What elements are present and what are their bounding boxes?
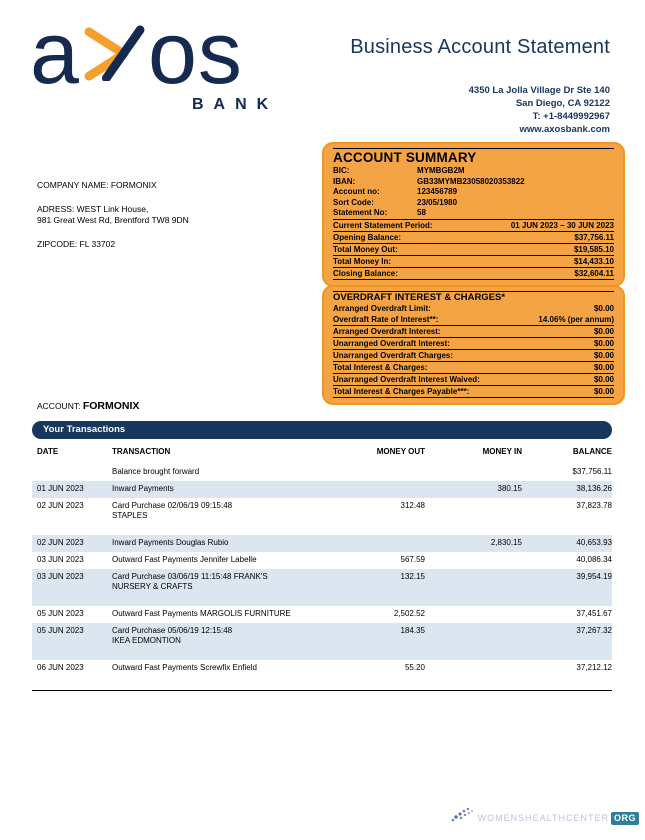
key-value-row	[333, 267, 614, 279]
logo-letter-a: a	[30, 3, 80, 102]
cell-transaction	[112, 538, 347, 548]
cell-money-in: 380.15	[497, 484, 522, 493]
cell-transaction	[112, 484, 347, 494]
table-row	[32, 552, 612, 569]
cell-date: 01 JUN 2023	[37, 484, 84, 493]
row-label: Unarranged Overdraft Interest:	[333, 339, 450, 348]
transaction-line1: Inward Payments Douglas Rubio	[112, 538, 229, 547]
watermark-text: WOMENSHEALTHCENTER	[477, 813, 609, 823]
row-label: Total Interest & Charges Payable***:	[333, 387, 470, 396]
transaction-line2: NURSERY & CRAFTS	[112, 582, 193, 591]
row-value: 01 JUN 2023 – 30 JUN 2023	[510, 220, 614, 230]
cell-money-in	[425, 626, 522, 646]
row-value: $0.00	[593, 339, 614, 348]
transaction-line1: Card Purchase 03/06/19 11:15:48 FRANK'S	[112, 572, 268, 581]
column-header-money-out: MONEY OUT	[376, 447, 425, 456]
cell-money-out: 132.15	[400, 572, 425, 581]
bank-address-block	[469, 84, 610, 136]
key-value-row	[333, 349, 614, 361]
summary-info-value: MYMBGB2M	[417, 166, 465, 175]
account-summary-info-rows	[333, 166, 614, 219]
table-row	[32, 498, 612, 535]
transaction-line1: Card Purchase 05/06/19 12:15:48	[112, 626, 233, 635]
logo-bank-wordmark: BANK	[192, 96, 279, 113]
cell-balance: 40,653.93	[576, 538, 612, 547]
cell-balance: $37,756.11	[572, 467, 612, 476]
row-value: $19,585.10	[573, 244, 614, 254]
cell-money-in	[425, 609, 522, 619]
account-holder-line	[37, 400, 139, 412]
cell-balance: 39,954.19	[576, 572, 612, 581]
summary-info-value: 23/05/1980	[417, 197, 458, 207]
row-label: Closing Balance:	[333, 268, 398, 278]
cell-date: 03 JUN 2023	[37, 555, 84, 564]
row-label: Total Interest & Charges:	[333, 363, 428, 372]
cell-money-in	[425, 572, 522, 592]
column-header-money-in: MONEY IN	[482, 447, 522, 456]
page-title: Business Account Statement	[350, 36, 610, 58]
transaction-line1: Outward Fast Payments Screwfix Enfield	[112, 663, 257, 672]
row-value: $0.00	[593, 363, 614, 372]
key-value-row	[333, 361, 614, 373]
column-header-transaction: TRANSACTION	[112, 447, 171, 456]
key-value-row	[333, 385, 614, 397]
summary-info-row	[333, 187, 614, 198]
transaction-line2: STAPLES	[112, 511, 148, 520]
bank-address-line: www.axosbank.com	[519, 124, 610, 135]
cell-money-out: 55.20	[404, 663, 425, 672]
cell-money-out: 567.59	[400, 555, 425, 564]
account-label: ACCOUNT:	[37, 401, 81, 411]
cell-balance: 37,212.12	[576, 663, 612, 672]
account-holder-name: FORMONIX	[82, 400, 140, 412]
row-value: $0.00	[593, 351, 614, 360]
account-summary-title: ACCOUNT SUMMARY	[333, 150, 477, 165]
account-summary-box	[322, 142, 625, 287]
cell-date	[32, 467, 112, 477]
transaction-line1: Card Purchase 02/06/19 09:15:48	[112, 501, 233, 510]
cell-money-out: 312.48	[400, 501, 425, 510]
row-label: Arranged Overdraft Limit:	[333, 304, 431, 313]
summary-info-value: 58	[417, 208, 426, 217]
summary-info-label: Sort Code:	[333, 197, 374, 207]
key-value-row	[333, 243, 614, 255]
key-value-row	[333, 337, 614, 349]
column-header-date: DATE	[37, 447, 59, 456]
cell-transaction	[112, 572, 347, 592]
key-value-row	[333, 325, 614, 337]
key-value-row	[333, 255, 614, 267]
bank-address-line: San Diego, CA 92122	[515, 98, 610, 109]
row-label: Unarranged Overdraft Charges:	[333, 351, 454, 360]
transactions-table-header	[32, 445, 612, 464]
summary-info-value: GB33MYMB23058020353822	[417, 176, 525, 186]
cell-balance: 37,823.78	[576, 501, 612, 510]
cell-transaction	[112, 467, 347, 477]
row-label: Unarranged Overdraft Interest Waived:	[333, 375, 480, 384]
cell-date: 03 JUN 2023	[37, 572, 84, 581]
cell-money-in	[425, 467, 522, 477]
transaction-line1: Outward Fast Payments MARGOLIS FURNITURE	[112, 609, 291, 618]
key-value-row	[333, 219, 614, 231]
row-value: $0.00	[593, 375, 614, 384]
watermark-dots-icon	[450, 805, 476, 825]
row-label: Current Statement Period:	[333, 220, 433, 230]
transactions-table	[32, 445, 612, 691]
row-value: $0.00	[593, 327, 614, 336]
row-value: $32,604.11	[574, 268, 614, 278]
company-info-block	[37, 180, 189, 250]
spacer	[37, 191, 189, 204]
overdraft-top-rows	[333, 304, 614, 325]
row-label: Overdraft Rate of Interest**:	[333, 314, 439, 324]
table-row	[32, 464, 612, 481]
table-row	[32, 606, 612, 623]
watermark-org-badge: ORG	[611, 812, 639, 825]
key-value-row	[333, 315, 614, 326]
cell-money-in	[425, 501, 522, 521]
key-value-row	[333, 231, 614, 243]
cell-money-out: 184.35	[400, 626, 425, 635]
transaction-line1: Balance brought forward	[112, 467, 200, 476]
cell-date: 06 JUN 2023	[37, 663, 84, 672]
table-row	[32, 535, 612, 552]
company-zipcode-line: ZIPCODE: FL 33702	[37, 239, 116, 249]
cell-transaction	[112, 663, 347, 673]
cell-balance: 38,136.26	[576, 484, 612, 493]
cell-money-out	[347, 484, 425, 494]
table-row	[32, 623, 612, 660]
summary-info-row	[333, 166, 614, 177]
key-value-row	[333, 373, 614, 385]
company-address-line2: 981 Great West Rd, Brentford TW8 9DN	[37, 215, 189, 225]
overdraft-charges-box	[322, 285, 625, 405]
cell-money-out: 2,502.52	[393, 609, 425, 618]
summary-info-value: 123456789	[417, 187, 458, 196]
row-value: $0.00	[593, 387, 614, 396]
cell-transaction	[112, 609, 347, 619]
cell-money-in: 2,830.15	[490, 538, 522, 547]
transactions-rows	[32, 464, 612, 677]
summary-info-row	[333, 177, 614, 188]
logo-letters-os: os	[147, 3, 243, 102]
summary-info-label: BIC:	[333, 166, 350, 175]
summary-info-row	[333, 208, 614, 219]
table-row	[32, 569, 612, 606]
cell-date: 05 JUN 2023	[37, 609, 84, 618]
row-label: Arranged Overdraft Interest:	[333, 327, 441, 336]
transaction-line1: Inward Payments	[112, 484, 174, 493]
cell-date: 05 JUN 2023	[37, 626, 84, 635]
summary-info-label: Statement No:	[333, 208, 388, 217]
cell-money-out	[347, 467, 425, 477]
axos-bank-logo	[30, 3, 310, 114]
cell-date: 02 JUN 2023	[37, 501, 84, 510]
transaction-line2: IKEA EDMONTION	[112, 636, 181, 645]
summary-info-row	[333, 198, 614, 209]
transaction-line1: Outward Fast Payments Jennifer Labelle	[112, 555, 257, 564]
table-bottom-rule	[32, 690, 612, 691]
logo-x-icon	[84, 25, 146, 81]
row-value: 14.06% (per annum)	[538, 314, 614, 324]
company-name-line: COMPANY NAME: FORMONIX	[37, 180, 157, 190]
row-label: Total Money In:	[333, 256, 392, 266]
bank-address-line: 4350 La Jolla Village Dr Ste 140	[468, 85, 610, 96]
cell-money-in	[425, 663, 522, 673]
row-value: $37,756.11	[574, 232, 614, 242]
cell-date: 02 JUN 2023	[37, 538, 84, 547]
cell-balance: 37,451.67	[576, 609, 612, 618]
cell-transaction	[112, 626, 347, 646]
table-row	[32, 481, 612, 498]
key-value-row	[333, 304, 614, 315]
summary-info-label: IBAN:	[333, 176, 356, 186]
cell-money-in	[425, 555, 522, 565]
cell-transaction	[112, 555, 347, 565]
row-value: $0.00	[593, 304, 614, 313]
column-header-balance: BALANCE	[572, 447, 612, 456]
cell-balance: 37,267.32	[576, 626, 612, 635]
watermark	[450, 805, 639, 831]
cell-balance: 40,086.34	[576, 555, 612, 564]
bank-address-line: T: +1-8449992967	[532, 111, 610, 122]
row-value: $14,433.10	[573, 256, 614, 266]
transactions-section-header: Your Transactions	[32, 421, 612, 439]
row-label: Total Money Out:	[333, 244, 398, 254]
row-label: Opening Balance:	[333, 232, 402, 242]
overdraft-lined-rows	[333, 325, 614, 398]
account-summary-balance-rows	[333, 219, 614, 280]
company-address-line1: ADRESS: WEST Link House,	[37, 204, 149, 214]
summary-info-label: Account no:	[333, 187, 380, 196]
spacer	[37, 226, 189, 239]
table-row	[32, 660, 612, 677]
cell-transaction	[112, 501, 347, 521]
overdraft-title: OVERDRAFT INTEREST & CHARGES*	[333, 292, 506, 303]
cell-money-out	[347, 538, 425, 548]
